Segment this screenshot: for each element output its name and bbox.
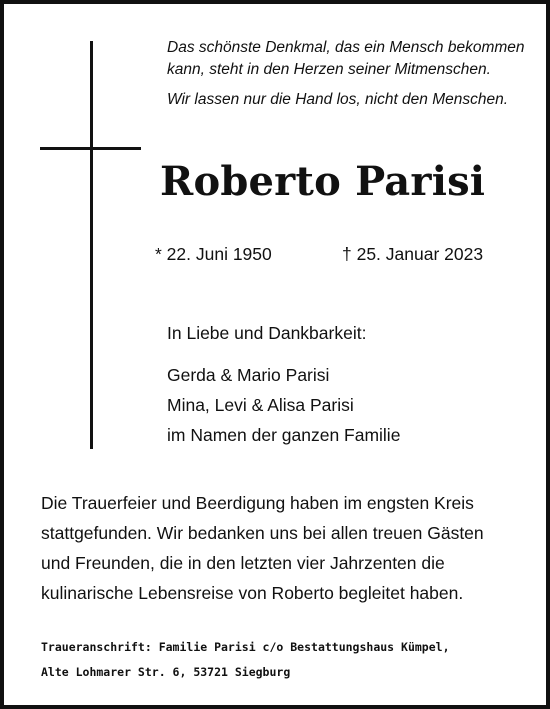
address-line-1: Traueranschrift: Familie Parisi c/o Bestattungshaus Kümpel, <box>41 640 450 654</box>
birth-date: * 22. Juni 1950 <box>155 244 272 264</box>
mourners-list <box>167 360 400 450</box>
quote-line-1: Das schönste Denkmal, das ein Mensch bekommen <box>167 39 525 56</box>
statement-line: kulinarische Lebensreise von Roberto begleitet haben. <box>41 583 464 603</box>
cross-vertical-bar <box>90 41 93 449</box>
deceased-name: Roberto Parisi <box>160 158 486 205</box>
mourner-line: Mina, Levi & Alisa Parisi <box>167 395 354 415</box>
death-date: † 25. Januar 2023 <box>342 244 484 264</box>
statement-line: und Freunden, die in den letzten vier Jahrzenten die <box>41 553 445 573</box>
quote-line-3: Wir lassen nur die Hand los, nicht den Menschen. <box>167 91 509 108</box>
statement-text <box>41 488 521 608</box>
mourning-address <box>41 635 521 685</box>
cross-horizontal-bar <box>40 147 141 150</box>
statement-line: Die Trauerfeier und Beerdigung haben im engsten Kreis <box>41 493 474 513</box>
mourner-line: Gerda & Mario Parisi <box>167 365 330 385</box>
mourner-line: im Namen der ganzen Familie <box>167 425 401 445</box>
statement-line: stattgefunden. Wir bedanken uns bei allen treuen Gästen <box>41 523 484 543</box>
address-line-2: Alte Lohmarer Str. 6, 53721 Siegburg <box>41 665 291 679</box>
quote-line-2: kann, steht in den Herzen seiner Mitmenschen. <box>167 61 491 78</box>
mourners-intro: In Liebe und Dankbarkeit: <box>167 323 367 343</box>
quote <box>167 37 527 81</box>
